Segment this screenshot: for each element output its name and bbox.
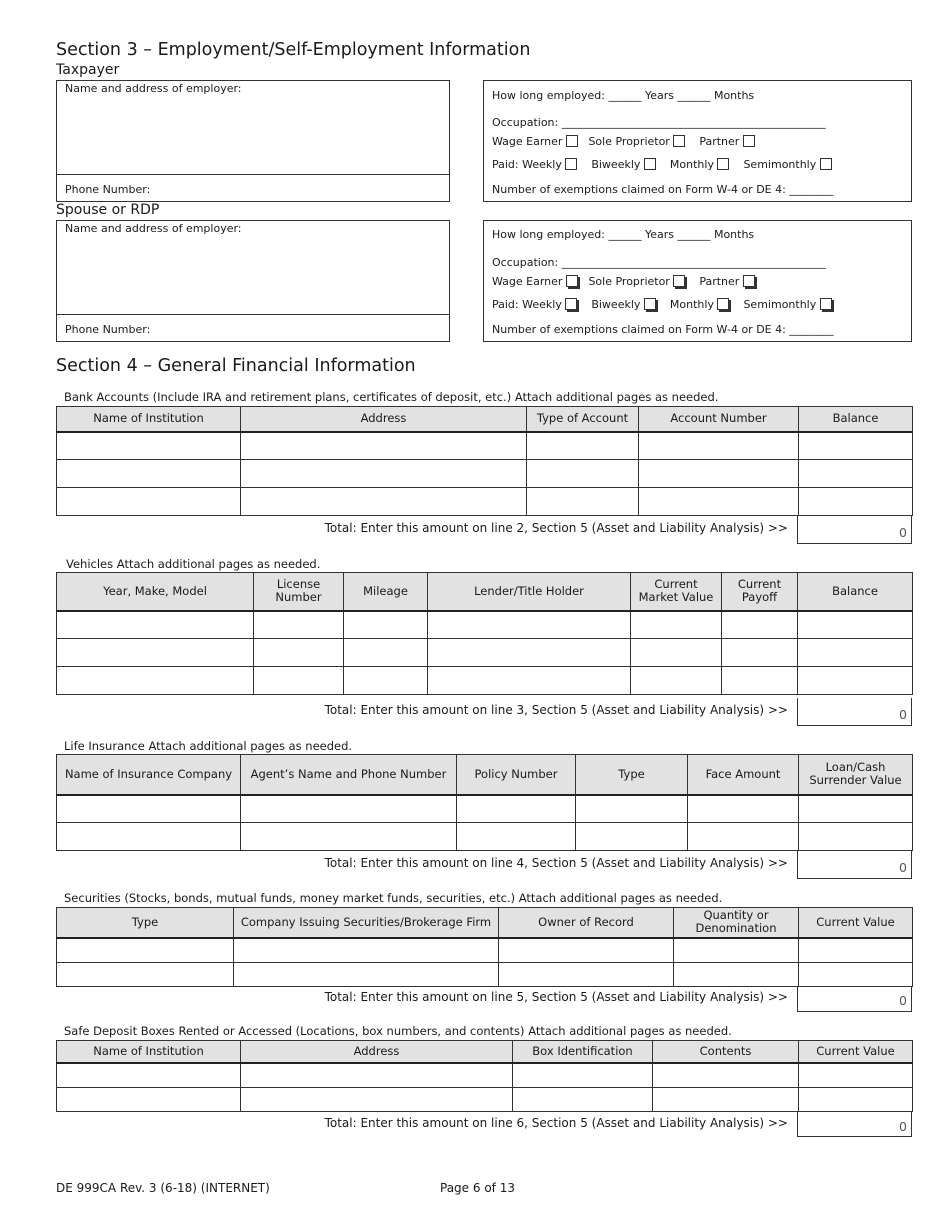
partner-label: Partner xyxy=(699,135,740,148)
cell[interactable] xyxy=(241,823,457,851)
table-row xyxy=(57,460,913,488)
column-header: Company Issuing Securities/Brokerage Firm xyxy=(234,908,499,938)
life-total-field[interactable]: 0 xyxy=(797,851,912,879)
monthly-checkbox[interactable] xyxy=(717,298,729,310)
biweekly-checkbox[interactable] xyxy=(644,298,656,310)
safe-total-field[interactable]: 0 xyxy=(797,1112,912,1137)
sole-proprietor-checkbox[interactable] xyxy=(673,275,685,287)
column-header: Type xyxy=(57,908,234,938)
page-number: Page 6 of 13 xyxy=(440,1181,515,1195)
column-header: Name of Insurance Company xyxy=(57,755,241,795)
divider xyxy=(57,314,449,315)
wage-earner-checkbox[interactable] xyxy=(566,275,578,287)
cell[interactable] xyxy=(57,823,241,851)
wage-earner-checkbox[interactable] xyxy=(566,135,578,147)
column-header: Quantity or Denomination xyxy=(674,908,799,938)
cell[interactable] xyxy=(513,1088,653,1112)
partner-checkbox[interactable] xyxy=(743,135,755,147)
vehicles-total-field[interactable]: 0 xyxy=(797,698,912,726)
column-header: Name of Institution xyxy=(57,407,241,432)
taxpayer-label: Taxpayer xyxy=(56,62,120,78)
cell[interactable] xyxy=(499,938,674,963)
form-id: DE 999CA Rev. 3 (6-18) (INTERNET) xyxy=(56,1181,270,1195)
safe-caption: Safe Deposit Boxes Rented or Accessed (Locations, box numbers, and contents) Attach additional pages as needed. xyxy=(64,1024,732,1038)
column-header: Policy Number xyxy=(457,755,576,795)
column-header: Face Amount xyxy=(688,755,799,795)
cell[interactable] xyxy=(513,1063,653,1088)
column-header: License Number xyxy=(254,573,344,611)
cell[interactable] xyxy=(639,432,799,460)
cell[interactable] xyxy=(428,667,631,695)
paid-weekly-label: Paid: Weekly xyxy=(492,158,562,171)
taxpayer-employer-box xyxy=(56,80,450,202)
vehicles-table xyxy=(56,572,913,695)
semimonthly-checkbox[interactable] xyxy=(820,298,832,310)
cell[interactable] xyxy=(457,823,576,851)
cell[interactable] xyxy=(57,667,254,695)
column-header: Current Market Value xyxy=(631,573,722,611)
biweekly-label: Biweekly xyxy=(591,298,641,311)
employer-label: Name and address of employer: xyxy=(65,222,242,235)
bank-table xyxy=(56,406,913,516)
table-row xyxy=(57,938,913,963)
spouse-label: Spouse or RDP xyxy=(56,202,160,218)
column-header: Type xyxy=(576,755,688,795)
semimonthly-checkbox[interactable] xyxy=(820,158,832,170)
cell[interactable] xyxy=(57,611,254,639)
cell[interactable] xyxy=(241,488,527,516)
table-row xyxy=(57,611,913,639)
cell[interactable] xyxy=(631,611,722,639)
table-row xyxy=(57,963,913,987)
column-header: Owner of Record xyxy=(499,908,674,938)
biweekly-label: Biweekly xyxy=(591,158,641,171)
cell[interactable] xyxy=(688,795,799,823)
column-header: Address xyxy=(241,1041,513,1063)
monthly-checkbox[interactable] xyxy=(717,158,729,170)
table-row xyxy=(57,795,913,823)
safe-total-label: Total: Enter this amount on line 6, Section 5 (Asset and Liability Analysis) >> xyxy=(324,1116,788,1130)
cell[interactable] xyxy=(631,667,722,695)
cell[interactable] xyxy=(254,667,344,695)
column-header: Agent’s Name and Phone Number xyxy=(241,755,457,795)
semimonthly-label: Semimonthly xyxy=(743,298,817,311)
cell[interactable] xyxy=(799,488,913,516)
column-header: Lender/Title Holder xyxy=(428,573,631,611)
cell[interactable] xyxy=(799,938,913,963)
column-header: Contents xyxy=(653,1041,799,1063)
table-row xyxy=(57,823,913,851)
cell[interactable] xyxy=(527,432,639,460)
weekly-checkbox[interactable] xyxy=(565,158,577,170)
cell[interactable] xyxy=(576,795,688,823)
spouse-employer-box xyxy=(56,220,450,342)
paid-weekly-label: Paid: Weekly xyxy=(492,298,562,311)
cell[interactable] xyxy=(57,460,241,488)
column-header: Type of Account xyxy=(527,407,639,432)
occupation: Occupation: ________________________________________________ xyxy=(492,116,826,129)
column-header: Balance xyxy=(799,407,913,432)
bank-total-field[interactable]: 0 xyxy=(797,516,912,544)
cell[interactable] xyxy=(799,432,913,460)
cell[interactable] xyxy=(254,611,344,639)
securities-total-label: Total: Enter this amount on line 5, Section 5 (Asset and Liability Analysis) >> xyxy=(324,990,788,1004)
cell[interactable] xyxy=(722,611,798,639)
wage-earner-label: Wage Earner xyxy=(492,135,563,148)
phone-label: Phone Number: xyxy=(65,183,151,196)
cell[interactable] xyxy=(576,823,688,851)
cell[interactable] xyxy=(344,639,428,667)
occupation: Occupation: ________________________________________________ xyxy=(492,256,826,269)
wage-earner-label: Wage Earner xyxy=(492,275,563,288)
cell[interactable] xyxy=(344,667,428,695)
cell[interactable] xyxy=(57,1063,241,1088)
biweekly-checkbox[interactable] xyxy=(644,158,656,170)
cell[interactable] xyxy=(798,667,913,695)
cell[interactable] xyxy=(674,963,799,987)
table-row xyxy=(57,1063,913,1088)
cell[interactable] xyxy=(241,460,527,488)
cell[interactable] xyxy=(57,639,254,667)
weekly-checkbox[interactable] xyxy=(565,298,577,310)
partner-checkbox[interactable] xyxy=(743,275,755,287)
divider xyxy=(57,174,449,175)
bank-total-label: Total: Enter this amount on line 2, Section 5 (Asset and Liability Analysis) >> xyxy=(324,521,788,535)
cell[interactable] xyxy=(631,639,722,667)
pay-frequency-row xyxy=(492,158,832,171)
column-header: Year, Make, Model xyxy=(57,573,254,611)
cell[interactable] xyxy=(234,938,499,963)
employment-type-row xyxy=(492,275,755,288)
cell[interactable] xyxy=(254,639,344,667)
cell[interactable] xyxy=(799,963,913,987)
cell[interactable] xyxy=(57,1088,241,1112)
cell[interactable] xyxy=(799,460,913,488)
how-long-employed: How long employed: ______ Years ______ Months xyxy=(492,228,755,241)
how-long-employed: How long employed: ______ Years ______ Months xyxy=(492,89,755,102)
cell[interactable] xyxy=(57,488,241,516)
monthly-label: Monthly xyxy=(669,298,714,311)
sole-proprietor-checkbox[interactable] xyxy=(673,135,685,147)
cell[interactable] xyxy=(57,938,234,963)
cell[interactable] xyxy=(57,963,234,987)
sole-proprietor-label: Sole Proprietor xyxy=(588,275,670,288)
column-header: Box Identification xyxy=(513,1041,653,1063)
column-header: Current Value xyxy=(799,1041,913,1063)
cell[interactable] xyxy=(799,823,913,851)
life-table xyxy=(56,754,913,851)
employer-label: Name and address of employer: xyxy=(65,82,242,95)
column-header: Account Number xyxy=(639,407,799,432)
table-row xyxy=(57,639,913,667)
table-row xyxy=(57,667,913,695)
cell[interactable] xyxy=(241,1088,513,1112)
cell[interactable] xyxy=(57,432,241,460)
column-header: Balance xyxy=(798,573,913,611)
table-row xyxy=(57,432,913,460)
monthly-label: Monthly xyxy=(669,158,714,171)
cell[interactable] xyxy=(653,1063,799,1088)
vehicles-total-label: Total: Enter this amount on line 3, Section 5 (Asset and Liability Analysis) >> xyxy=(324,703,788,717)
cell[interactable] xyxy=(234,963,499,987)
life-total-label: Total: Enter this amount on line 4, Section 5 (Asset and Liability Analysis) >> xyxy=(324,856,788,870)
cell[interactable] xyxy=(688,823,799,851)
vehicles-caption: Vehicles Attach additional pages as needed. xyxy=(66,557,321,571)
column-header: Loan/Cash Surrender Value xyxy=(799,755,913,795)
securities-total-field[interactable]: 0 xyxy=(797,986,912,1012)
pay-frequency-row xyxy=(492,298,832,311)
cell[interactable] xyxy=(639,460,799,488)
cell[interactable] xyxy=(428,611,631,639)
section4-title: Section 4 – General Financial Information xyxy=(56,356,416,376)
cell[interactable] xyxy=(653,1088,799,1112)
cell[interactable] xyxy=(457,795,576,823)
column-header: Current Value xyxy=(799,908,913,938)
column-header: Address xyxy=(241,407,527,432)
exemptions: Number of exemptions claimed on Form W-4 or DE 4: ________ xyxy=(492,323,834,336)
cell[interactable] xyxy=(798,611,913,639)
taxpayer-job-box xyxy=(483,80,912,202)
safe-table xyxy=(56,1040,913,1112)
cell[interactable] xyxy=(674,938,799,963)
cell[interactable] xyxy=(499,963,674,987)
table-row xyxy=(57,1088,913,1112)
cell[interactable] xyxy=(722,667,798,695)
bank-caption: Bank Accounts (Include IRA and retirement plans, certificates of deposit, etc.) Attach additional pages as needed. xyxy=(64,390,719,404)
securities-table xyxy=(56,907,913,987)
cell[interactable] xyxy=(344,611,428,639)
column-header: Mileage xyxy=(344,573,428,611)
cell[interactable] xyxy=(527,460,639,488)
cell[interactable] xyxy=(241,432,527,460)
spouse-job-box xyxy=(483,220,912,342)
semimonthly-label: Semimonthly xyxy=(743,158,817,171)
cell[interactable] xyxy=(798,639,913,667)
life-caption: Life Insurance Attach additional pages as needed. xyxy=(64,739,353,753)
cell[interactable] xyxy=(722,639,798,667)
cell[interactable] xyxy=(799,795,913,823)
table-row xyxy=(57,488,913,516)
cell[interactable] xyxy=(57,795,241,823)
partner-label: Partner xyxy=(699,275,740,288)
cell[interactable] xyxy=(527,488,639,516)
cell[interactable] xyxy=(799,1063,913,1088)
employment-type-row xyxy=(492,135,755,148)
cell[interactable] xyxy=(639,488,799,516)
cell[interactable] xyxy=(799,1088,913,1112)
securities-caption: Securities (Stocks, bonds, mutual funds, money market funds, securities, etc.) Attach additional pages as needed. xyxy=(64,891,723,905)
cell[interactable] xyxy=(241,1063,513,1088)
section3-title: Section 3 – Employment/Self-Employment Information xyxy=(56,40,531,60)
column-header: Current Payoff xyxy=(722,573,798,611)
sole-proprietor-label: Sole Proprietor xyxy=(588,135,670,148)
cell[interactable] xyxy=(241,795,457,823)
phone-label: Phone Number: xyxy=(65,323,151,336)
cell[interactable] xyxy=(428,639,631,667)
exemptions: Number of exemptions claimed on Form W-4 or DE 4: ________ xyxy=(492,183,834,196)
column-header: Name of Institution xyxy=(57,1041,241,1063)
